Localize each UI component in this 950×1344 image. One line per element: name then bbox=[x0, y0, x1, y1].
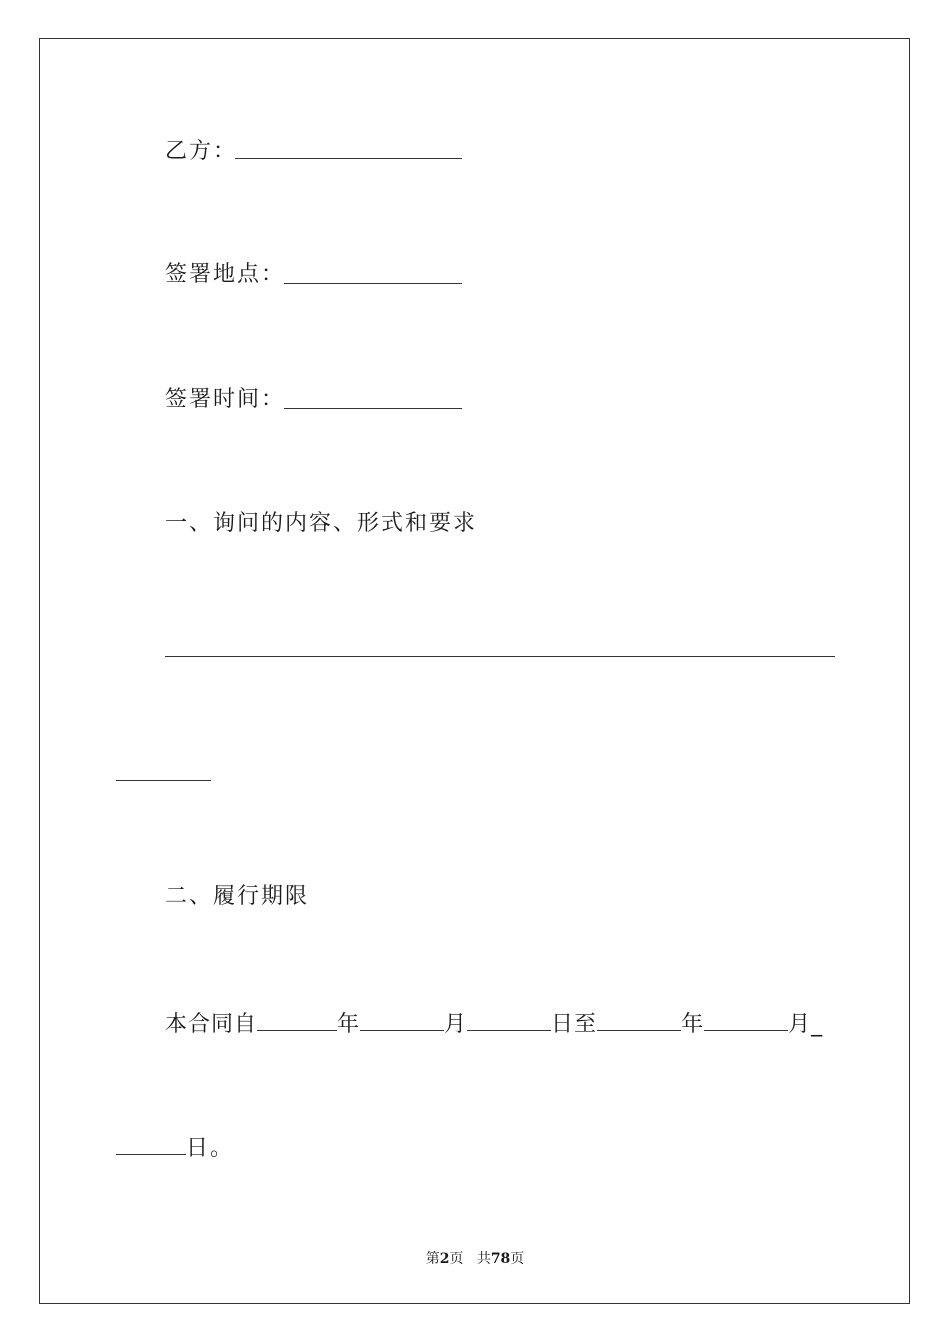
term-end-line bbox=[116, 1132, 234, 1164]
section1-heading: 一、询问的内容、形式和要求 bbox=[165, 511, 478, 536]
end-month-label: 月 bbox=[788, 1012, 812, 1037]
sign-place-field bbox=[165, 260, 285, 290]
page-border bbox=[39, 38, 910, 1304]
page-suffix: 页 bbox=[449, 1251, 464, 1267]
party-b-label: 乙方： bbox=[165, 139, 238, 164]
sign-time-blank[interactable] bbox=[284, 408, 462, 409]
start-year-blank[interactable] bbox=[257, 1008, 337, 1031]
total-suffix: 页 bbox=[510, 1251, 525, 1267]
start-day-blank[interactable] bbox=[467, 1008, 551, 1031]
party-b-blank[interactable] bbox=[235, 158, 462, 159]
term-start-label: 本合同自 bbox=[165, 1012, 258, 1037]
sign-time-field bbox=[165, 385, 285, 415]
section1-blank-line-2[interactable] bbox=[116, 780, 211, 781]
total-pages: 78 bbox=[490, 1251, 511, 1267]
end-day-blank[interactable] bbox=[116, 1132, 186, 1155]
party-b-field bbox=[165, 137, 237, 167]
sign-time-label: 签署时间： bbox=[165, 387, 286, 412]
start-month-label: 月 bbox=[444, 1012, 468, 1037]
sign-place-blank[interactable] bbox=[284, 283, 462, 284]
sign-place-label: 签署地点： bbox=[165, 262, 286, 287]
end-day-label: 日。 bbox=[186, 1136, 235, 1161]
end-year-blank[interactable] bbox=[597, 1008, 681, 1031]
end-month-underscore: _ bbox=[811, 1012, 824, 1037]
page-footer bbox=[0, 1248, 950, 1268]
start-day-to-label: 日至 bbox=[551, 1012, 598, 1037]
end-month-blank[interactable] bbox=[704, 1008, 788, 1031]
start-year-label: 年 bbox=[337, 1012, 361, 1037]
section1-blank-line-1[interactable] bbox=[165, 656, 835, 657]
page-prefix: 第 bbox=[425, 1251, 440, 1267]
section2-heading: 二、履行期限 bbox=[165, 884, 310, 909]
start-month-blank[interactable] bbox=[360, 1008, 444, 1031]
term-sentence bbox=[165, 1008, 823, 1040]
total-prefix: 共 bbox=[476, 1251, 491, 1267]
page-number: 2 bbox=[439, 1251, 450, 1267]
end-year-label: 年 bbox=[681, 1012, 705, 1037]
